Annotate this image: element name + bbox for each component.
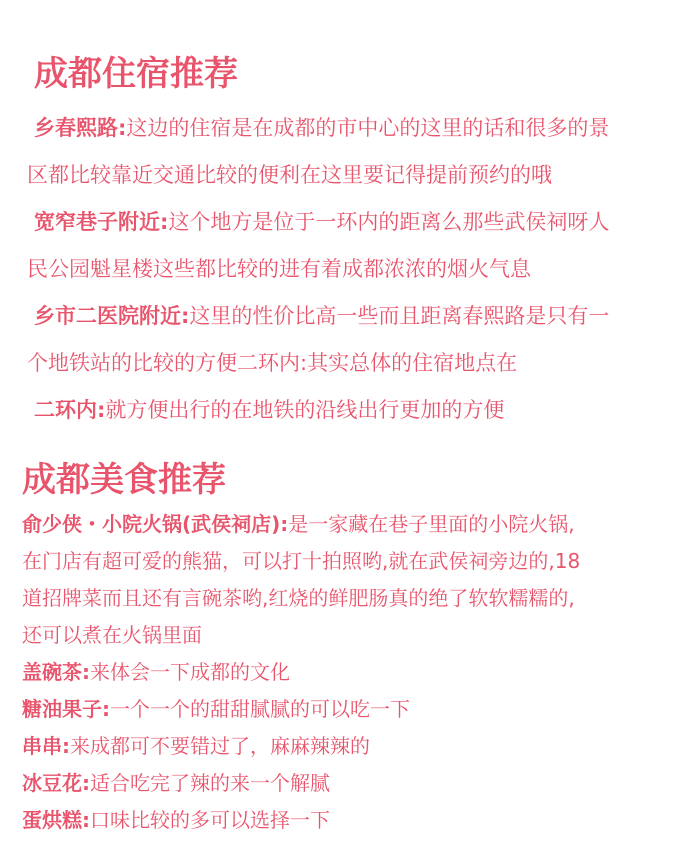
food-item-4 (22, 732, 370, 760)
food-item-1-line-2: 在门店有超可爱的熊猫，可以打十拍照哟,就在武侯祠旁边的,18 (22, 549, 581, 573)
food-item-label: 盖碗茶: (22, 660, 90, 684)
lodging-item-label: 二环内: (34, 398, 106, 422)
food-item-3 (22, 695, 410, 723)
food-item-6 (22, 806, 330, 834)
lodging-item-label: 乡市二医院附近: (34, 304, 190, 328)
food-item-text: 来体会一下成都的文化 (90, 660, 290, 684)
food-item-1-line-1 (22, 510, 575, 538)
lodging-item-text: 这个地方是位于一环内的距离么那些武侯祠呀人 (168, 210, 610, 234)
food-item-label: 糖油果子: (22, 697, 110, 721)
lodging-item-4-line-1 (34, 395, 504, 425)
lodging-item-text: 这边的住宿是在成都的市中心的这里的话和很多的景 (126, 116, 610, 140)
lodging-item-3-line-2: 个地铁站的比较的方便二环内:其实总体的住宿地点在 (27, 351, 518, 375)
food-section-title: 成都美食推荐 (22, 460, 226, 500)
food-item-label: 冰豆花: (22, 771, 90, 795)
lodging-item-1-line-1 (34, 113, 609, 143)
lodging-item-label: 宽窄巷子附近: (34, 210, 169, 234)
food-item-text: 适合吃完了辣的来一个解腻 (90, 771, 330, 795)
food-item-text: 是一家藏在巷子里面的小院火锅, (288, 512, 575, 536)
lodging-item-3-line-1 (34, 301, 609, 331)
lodging-item-2-line-2: 民公园魁星楼这些都比较的进有着成都浓浓的烟火气息 (27, 257, 531, 281)
food-item-2 (22, 658, 290, 686)
food-item-text: 来成都可不要错过了，麻麻辣辣的 (70, 734, 370, 758)
food-item-1-line-3: 道招牌菜而且还有言碗茶哟,红烧的鲜肥肠真的绝了软软糯糯的, (22, 586, 575, 610)
food-item-label: 蛋烘糕: (22, 808, 90, 832)
food-item-text: 口味比较的多可以选择一下 (90, 808, 330, 832)
lodging-section-title: 成都住宿推荐 (34, 54, 238, 94)
lodging-item-label: 乡春熙路: (34, 116, 127, 140)
food-item-text: 一个一个的甜甜腻腻的可以吃一下 (110, 697, 410, 721)
lodging-item-1-line-2: 区都比较靠近交通比较的便利在这里要记得提前预约的哦 (27, 163, 552, 187)
food-item-label: 俞少侠・小院火锅(武侯祠店): (22, 512, 289, 536)
food-item-5 (22, 769, 330, 797)
lodging-item-2-line-1 (34, 207, 609, 237)
lodging-item-text: 就方便出行的在地铁的沿线出行更加的方便 (105, 398, 505, 422)
food-item-label: 串串: (22, 734, 70, 758)
lodging-item-text: 这里的性价比高一些而且距离春熙路是只有一 (189, 304, 610, 328)
food-item-1-line-4: 还可以煮在火锅里面 (22, 623, 202, 647)
